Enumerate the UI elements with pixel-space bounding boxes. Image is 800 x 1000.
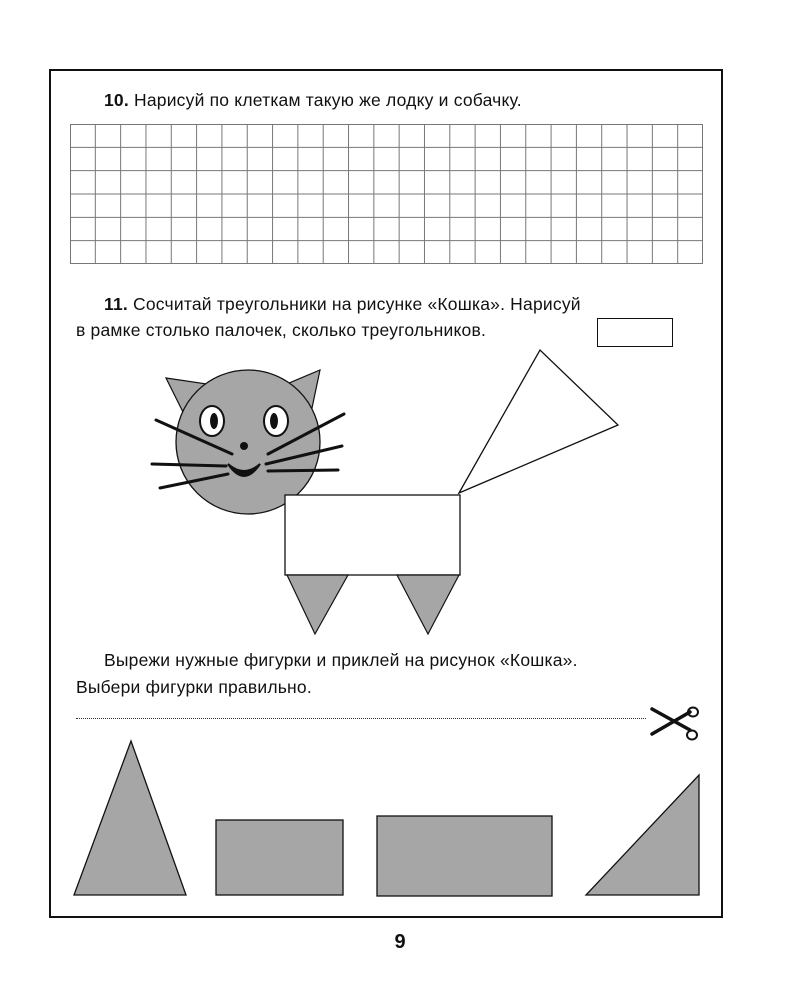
- cat-back-leg: [397, 575, 459, 634]
- task11-text-line1: Сосчитай треугольники на рисунке «Кошка». Нарисуй: [133, 294, 581, 314]
- task10-number: 10.: [104, 90, 129, 110]
- cutout-small-rectangle[interactable]: [216, 820, 343, 895]
- cat-body-rectangle: [285, 495, 460, 575]
- cat-head: [176, 370, 320, 514]
- cutout-large-rectangle[interactable]: [377, 816, 552, 896]
- cutout-right-triangle[interactable]: [586, 775, 699, 895]
- task11-prompt-line2: в рамке столько палочек, сколько треугольников.: [76, 320, 487, 340]
- page-number: 9: [394, 931, 406, 953]
- task11-number: 11.: [104, 294, 128, 314]
- scissors-icon: [652, 708, 698, 740]
- cat-tail-triangle: [459, 350, 618, 493]
- task10-text: Нарисуй по клеткам такую же лодку и собачку.: [134, 90, 522, 110]
- cutout-shapes: [74, 741, 699, 896]
- cat-front-leg: [287, 575, 348, 634]
- cutout-prompt-line2: Выбери фигурки правильно.: [76, 677, 312, 697]
- cat-right-pupil: [270, 413, 278, 429]
- cut-dotted-line: [76, 718, 646, 719]
- cat-left-pupil: [210, 413, 218, 429]
- cat-nose: [240, 442, 248, 450]
- cat-picture: [152, 350, 618, 634]
- cutout-prompt-line1: Вырежи нужные фигурки и приклей на рисунок «Кошка».: [104, 650, 578, 670]
- cutout-tall-triangle[interactable]: [74, 741, 186, 895]
